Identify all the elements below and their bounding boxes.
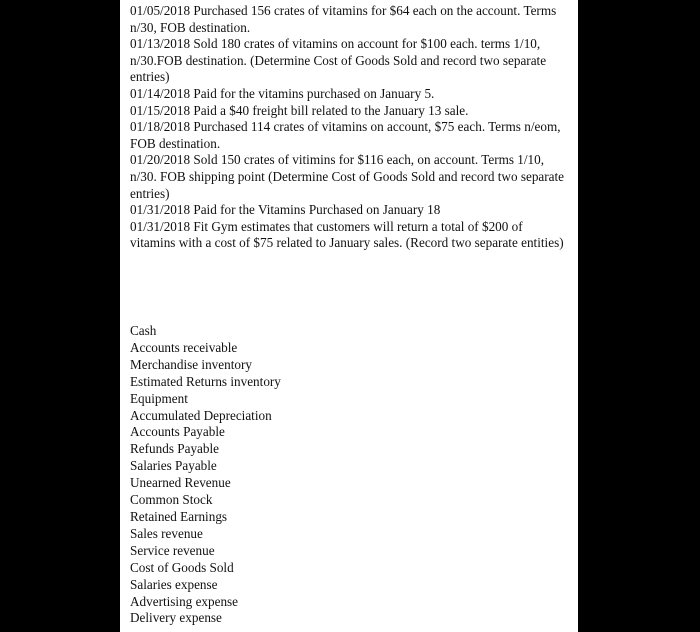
account-item: Sales revenue [130, 525, 203, 541]
transactions-list [130, 3, 570, 252]
account-item: Advertising expense [130, 593, 239, 609]
account-item: Refunds Payable [130, 441, 219, 457]
transaction-entry: 01/18/2018 Purchased 114 crates of vitamins on account, $75 each. Terms n/eom, FOB destination. [130, 119, 561, 151]
account-item: Estimated Returns inventory [130, 373, 281, 389]
account-item: Equipment [130, 390, 188, 406]
account-item: Salaries expense [130, 576, 218, 592]
transaction-entry: 01/31/2018 Paid for the Vitamins Purchased on January 18 [130, 202, 441, 218]
account-item: Accounts Payable [130, 424, 225, 440]
chart-of-accounts-list [130, 323, 281, 627]
transaction-entry: 01/05/2018 Purchased 156 crates of vitamins for $64 each on the account. Terms n/30, FOB destination. [130, 3, 557, 35]
account-item: Merchandise inventory [130, 356, 252, 372]
account-item: Accumulated Depreciation [130, 407, 272, 423]
transaction-entry: 01/15/2018 Paid a $40 freight bill related to the January 13 sale. [130, 102, 469, 118]
account-item: Service revenue [130, 542, 215, 558]
account-item: Cash [130, 323, 157, 338]
transaction-entry: 01/14/2018 Paid for the vitamins purchased on January 5. [130, 85, 435, 101]
account-item: Cost of Goods Sold [130, 559, 234, 575]
account-item: Common Stock [130, 492, 213, 508]
transaction-entry: 01/31/2018 Fit Gym estimates that customers will return a total of $200 of vitamins with a cost of $75 related to January sales. (Record two separate entities) [130, 218, 564, 251]
account-item: Retained Earnings [130, 508, 228, 524]
transaction-entry: 01/20/2018 Sold 150 crates of vitimins for $116 each, on account. Terms 1/10, n/30. FOB shipping point (Determine Cost of Goods Sold and record two separate entries) [130, 152, 565, 201]
transaction-entry: 01/13/2018 Sold 180 crates of vitamins on account for $100 each. terms 1/10, n/30.FOB destination. (Determine Cost of Goods Sold and record two separate entries) [130, 36, 547, 85]
account-item: Accounts receivable [130, 339, 238, 355]
account-item: Delivery expense [130, 610, 222, 626]
account-item: Salaries Payable [130, 458, 217, 474]
document-page [120, 0, 578, 632]
account-item: Unearned Revenue [130, 475, 231, 491]
